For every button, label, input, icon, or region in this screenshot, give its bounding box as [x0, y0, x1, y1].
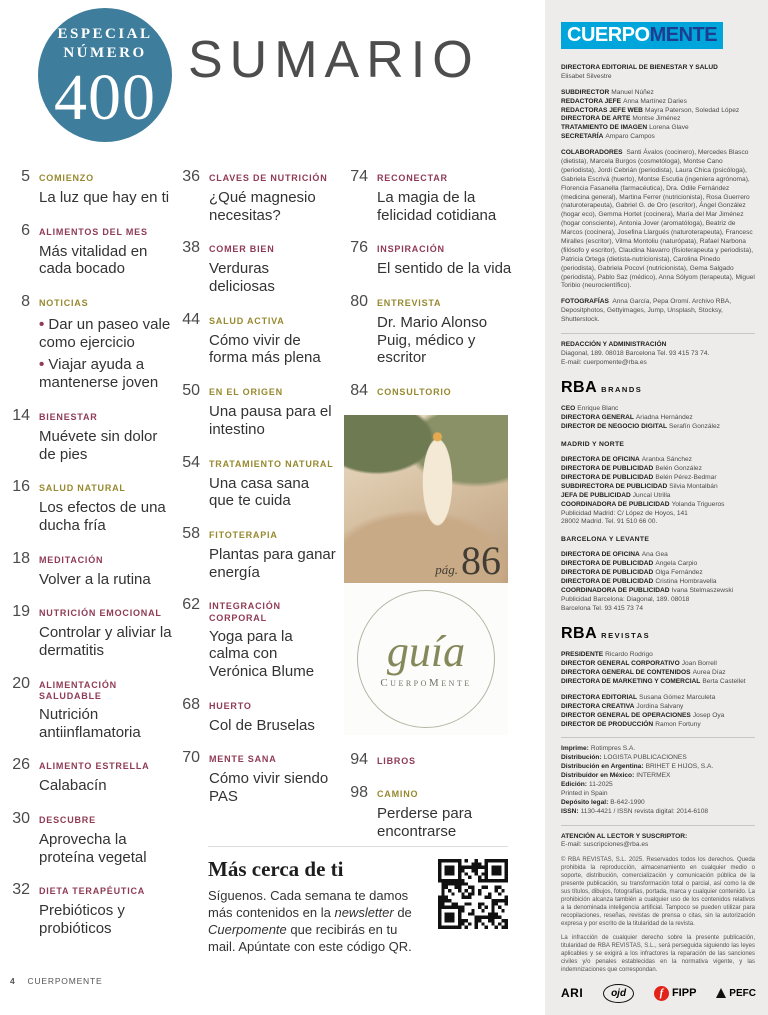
toc-page-number: 80 [350, 293, 368, 311]
guide-page-label: pág. [435, 562, 458, 578]
tree-icon [716, 988, 726, 998]
newsletter-text-part-1: Síguenos. Cada semana te damos más contenidos en la [208, 888, 409, 921]
page-number: 4 [10, 976, 16, 986]
madrid-address-2: 28002 Madrid. Tel. 91 510 66 00. [561, 518, 658, 526]
toc-title: Calabacín [39, 777, 107, 795]
toc-entry [6, 756, 172, 795]
footer-brand: CUERPOMENTE [27, 976, 103, 986]
toc-page-number: 14 [12, 406, 30, 424]
toc-page-number: 36 [182, 168, 200, 185]
toc-title: ¿Qué magnesio necesitas? [209, 189, 316, 224]
photography-text: Anna García, Pepa Oromí. Archivo RBA, Depositphotos, Gettyimages, Jump, Unsplash, Stocksy, Shutterstock. [561, 298, 732, 324]
redaccion-address: Diagonal, 189. 08018 Barcelona Tel. 93 415 73 74. [561, 349, 710, 357]
rba-wordmark: RBA [561, 378, 598, 396]
masthead-line: DIRECTOR DE NEGOCIO DIGITAL Serafín González [561, 423, 720, 431]
toc-category: NUTRICIÓN EMOCIONAL [39, 608, 162, 619]
toc-page-number: 8 [21, 293, 30, 311]
toc-title: Aprovecha la proteína vegetal [39, 831, 147, 866]
brands-staff [561, 405, 755, 432]
toc-entry [344, 751, 512, 769]
toc-category: MENTE SANA [209, 754, 277, 765]
masthead-line: Imprime: Rotimpres S.A. [561, 745, 636, 753]
toc-page-number: 30 [12, 810, 30, 828]
toc-entry [176, 168, 336, 224]
toc-title: Col de Bruselas [209, 716, 315, 734]
collaborators-block [561, 149, 755, 291]
toc-category: EN EL ORIGEN [209, 387, 283, 398]
toc-entry [344, 784, 512, 840]
masthead-line: DIRECTOR DE PRODUCCIÓN Ramon Fortuny [561, 720, 701, 728]
toc-title: El sentido de la vida [377, 260, 512, 278]
masthead-line: DIRECTORA GENERAL DE CONTENIDOS Aurea Díaz [561, 669, 726, 677]
divider [561, 333, 755, 334]
guia-script-text: guía [386, 626, 466, 676]
toc-page-number: 58 [182, 524, 200, 542]
toc-entry [176, 596, 336, 680]
newsletter-text [208, 887, 426, 956]
toc-title: Perderse para encontrarse [377, 805, 473, 840]
toc-column-3-bottom [344, 751, 512, 840]
masthead-line: COORDINADORA DE PUBLICIDAD Ivana Stelmaszewski [561, 587, 734, 595]
masthead-line: DIRECTORA EDITORIAL Susana Gómez Marculeta [561, 693, 716, 701]
masthead-line: Depósito legal: B-642-1990 [561, 798, 645, 806]
toc-entry [176, 239, 336, 295]
toc-entry [344, 293, 512, 367]
toc-category: NOTICIAS [39, 298, 89, 309]
toc-entry [176, 749, 336, 805]
toc-entry [176, 525, 336, 581]
newsletter-block [208, 846, 508, 956]
collaborators-text: Santi Ávalos (cocinero), Mercedes Blasco (dietista), Marcela Burgos (cosmetóloga), Montse Cano (periodista), Jordi Cebrián (periodista), Laura Chica (psicóloga), Gabriela Escrivá (huerto), Montse Escutia (ingeniera agrónoma), Florencia Fasanella (farmacéutica), Dra. Odile Fernández (medicina general), Martina Ferrer (nutricionista), Rosa Guerrero (naturoterapeuta), Gabriel G. de Oro (escritor), Ángel González (hogar eco), Gemma Hortet (cocinera), María del Mar Jiménez (hogar consciente), Antonia Jover (aromatóloga), Beatriz de Marcos (cocinera), Josefina Llargués (naturoterapeuta), Francesc Miralles (escritor), Vilma Montoliu (naturópata), Rafael Narbona (filósofo y escritor), Claudina Navarro (fisioterapeuta y periodista), Patricia Ortega (dietista-nutricionista), Carolina Pinedo (periodista), Gabriela Pocoví (nutricionista), Gema Salgado (periodista), Pablo Saz (médico), Anna Sólyom (terapeuta), Miguel Toribio (neurocientífico). [561, 149, 755, 290]
toc-page-number: 68 [182, 695, 200, 713]
toc-page-number: 16 [12, 478, 30, 496]
toc-page-number: 62 [182, 596, 200, 614]
barcelona-header: BARCELONA Y LEVANTE [561, 536, 650, 544]
legal-copyright: © RBA REVISTAS, S.L. 2025. Reservados todos los derechos. Queda prohibida la reproducción, almacenamiento en cualquier medio o soporte, distribución, comercialización y comunicación pública de la presente publicación, su transformación total o parcial, así como la de sus títulos, dibujos, fotografías, portada, marca y cualquier contenido. La prohibición alcanza también a cualquier uso de los contenidos relativos a la denominada inteligencia artificial. Tampoco se pueden utilizar para recopilaciones, reseñas, revistas de prensa o citas, sin la autorización expresa y por escrito de la titularidad de la revista. [561, 857, 755, 927]
toc-title: Prebióticos y probióticos [39, 902, 125, 938]
toc-page-number: 94 [350, 751, 368, 769]
collaborators-label: COLABORADORES [561, 149, 623, 157]
toc-page-number: 18 [12, 549, 30, 567]
toc-page-number: 98 [350, 784, 368, 802]
fipp-logo-icon [654, 986, 696, 1001]
bullet-icon: • [39, 356, 49, 374]
toc-title: Una pausa para el intestino [209, 403, 332, 438]
toc-column-2 [176, 168, 336, 821]
toc-category: ALIMENTACIÓN SALUDABLE [39, 679, 117, 702]
toc-entry [6, 478, 172, 534]
toc-category: FITOTERAPIA [209, 529, 278, 540]
ojd-logo-icon: ojd [603, 984, 634, 1004]
toc-page-number: 54 [182, 453, 200, 471]
toc-page-number: 44 [182, 310, 200, 328]
masthead-line: Distribución en Argentina: BRIHET E HIJOS, S.A. [561, 763, 714, 771]
toc-entry [6, 881, 172, 937]
redaccion-block [561, 341, 755, 368]
reader-service-block [561, 833, 755, 851]
toc-entry [176, 696, 336, 735]
reader-service-email: E-mail: suscripciones@rba.es [561, 841, 649, 849]
masthead-line: Printed in Spain [561, 789, 608, 797]
toc-title: Volver a la rutina [39, 570, 151, 588]
masthead-line: SUBDIRECTOR Manuel Núñez [561, 88, 654, 96]
madrid-staff [561, 456, 755, 509]
toc-page-number: 19 [12, 603, 30, 621]
masthead-line: COORDINADORA DE PUBLICIDAD Yolanda Trigueros [561, 500, 725, 508]
toc-page-number: 74 [350, 168, 368, 185]
toc-title: Controlar y aliviar la dermatitis [39, 624, 172, 659]
newsletter-italic-cuerpomente: Cuerpomente [208, 922, 287, 938]
toc-category: CONSULTORIO [377, 387, 452, 398]
toc-entry [6, 810, 172, 866]
association-logos [561, 984, 756, 1004]
print-distribution [561, 745, 755, 816]
masthead-line: DIRECTORA DE PUBLICIDAD Belén Pérez-Bedmar [561, 473, 717, 481]
toc-page-number: 26 [12, 756, 30, 774]
masthead-line: ISSN: 1130-4421 / ISSN revista digital: 2014-6108 [561, 807, 709, 815]
masthead-line: REDACTORAS JEFE WEB Mayra Paterson, Soledad López [561, 106, 740, 114]
toc-entry [344, 239, 512, 278]
masthead-line: DIRECTORA DE MARKETING Y COMERCIAL Berta Castellet [561, 677, 746, 685]
toc-category: INSPIRACIÓN [377, 244, 445, 255]
madrid-header: MADRID Y NORTE [561, 440, 625, 448]
toc-page-number: 50 [182, 382, 200, 400]
toc-title: Los efectos de una ducha fría [39, 499, 166, 534]
masthead-line: DIRECTORA GENERAL Ariadna Hernández [561, 414, 693, 422]
guide-logo-panel [344, 583, 508, 735]
toc-entry [344, 382, 512, 400]
toc-category: CLAVES DE NUTRICIÓN [209, 173, 328, 183]
guia-cuerpomente-label: CuerpoMente [380, 676, 472, 689]
toc-category: ALIMENTOS DEL MES [39, 226, 148, 237]
masthead-line: DIRECTOR GENERAL CORPORATIVO Joan Borrell [561, 660, 717, 668]
bullet-icon: • [39, 316, 49, 334]
ari-logo-icon: ARI [561, 986, 584, 1001]
pefc-logo-icon [716, 987, 756, 1001]
toc-title: Verduras deliciosas [209, 260, 275, 296]
toc-entry [6, 550, 172, 589]
toc-page-number: 20 [12, 674, 30, 692]
toc-category: COMIENZO [39, 173, 94, 183]
photography-label: FOTOGRAFÍAS [561, 298, 609, 306]
toc-category: ENTREVISTA [377, 298, 442, 309]
toc-page-number: 5 [21, 168, 30, 185]
badge-especial: ESPECIAL [57, 26, 153, 42]
masthead-line: PRESIDENTE Ricardo Rodrigo [561, 651, 653, 659]
toc-column-3-top [344, 168, 512, 400]
toc-title: La luz que hay en ti [39, 189, 170, 206]
revistas-staff-1 [561, 651, 755, 687]
newsletter-italic-newsletter: newsletter [334, 905, 394, 921]
masthead-line: CEO Enrique Blanc [561, 405, 619, 413]
toc-title: Dr. Mario Alonso Puig, médico y escritor [377, 314, 488, 367]
rba-brands-logo [561, 377, 755, 399]
qr-code [438, 859, 508, 929]
masthead-line: TRATAMIENTO DE IMAGEN Lorena Glave [561, 124, 689, 132]
toc-entry [176, 382, 336, 438]
newsletter-text-part-2: de [393, 905, 412, 921]
masthead-line: DIRECTORA CREATIVA Jordina Salvany [561, 702, 684, 710]
logo-mente: MENTE [649, 24, 718, 46]
toc-category: COMER BIEN [209, 244, 275, 255]
badge-numero: NÚMERO [63, 44, 147, 61]
masthead-line: DIRECTORA DE OFICINA Arantxa Sánchez [561, 456, 692, 464]
brands-label: BRANDS [601, 384, 643, 394]
toc-title: Una casa sana que te cuida [209, 474, 310, 510]
page-title: SUMARIO [188, 31, 480, 89]
toc-page-number: 38 [182, 239, 200, 257]
toc-category: SALUD ACTIVA [209, 315, 285, 326]
masthead-line: DIRECTORA DE OFICINA Ana Gea [561, 551, 668, 559]
toc-page-number: 70 [182, 749, 200, 767]
toc-column-1 [6, 168, 172, 953]
pefc-label: PEFC [729, 987, 756, 999]
legal-infringement: La infracción de cualquier derecho sobre la presente publicación, titularidad de RBA REVISTAS, S.L., será perseguida siguiendo las leyes aplicables y se exigirá a los infractores la reparación de las sanciones civiles y/o penales establecidas en la normativa vigente, y las indemnizaciones que correspondan. [561, 935, 755, 974]
toc-entry [6, 168, 172, 207]
toc-entry [6, 675, 172, 742]
guia-logo [357, 590, 495, 728]
toc-title: Muévete sin dolor de pies [39, 427, 158, 463]
toc-title: Más vitalidad en cada bocado [39, 242, 148, 278]
toc-entry [344, 168, 512, 224]
toc-title: Cómo vivir siendo PAS [209, 770, 329, 806]
toc-title: Plantas para ganar energía [209, 545, 336, 581]
masthead-sidebar [545, 0, 768, 1015]
barcelona-staff [561, 551, 755, 595]
toc-title: Cómo vivir de forma más plena [209, 331, 321, 367]
logo-cuerpo: CUERPO [567, 24, 650, 46]
masthead-line: Distribución: LOGISTA PUBLICACIONES [561, 754, 687, 762]
masthead-line: DIRECTOR GENERAL DE OPERACIONES Josep Oya [561, 711, 725, 719]
toc-entry [176, 311, 336, 367]
editor-block [561, 64, 755, 82]
guide-page-ref [435, 538, 501, 584]
toc-entry [6, 407, 172, 463]
badge-number: 400 [54, 60, 156, 134]
rba-wordmark-2: RBA [561, 624, 598, 642]
reader-service-label: ATENCIÓN AL LECTOR Y SUSCRIPTOR: [561, 832, 688, 840]
toc-category: MEDITACIÓN [39, 554, 104, 565]
toc-category: INTEGRACIÓN CORPORAL [209, 601, 281, 623]
newsletter-title: Más cerca de ti [208, 857, 344, 881]
revistas-label: REVISTAS [601, 630, 651, 640]
toc-entry [176, 454, 336, 510]
toc-entry [6, 222, 172, 278]
toc-page-number: 32 [12, 881, 30, 899]
toc-page-number: 6 [21, 221, 30, 239]
barcelona-address-2: Barcelona Tel. 93 415 73 74 [561, 604, 643, 612]
page-footer [10, 976, 102, 986]
masthead-line: SUBDIRECTORA DE PUBLICIDAD Silvia Montalbán [561, 482, 718, 490]
toc-page-number: 76 [350, 239, 368, 257]
masthead-line: DIRECTORA DE PUBLICIDAD Cristina Hombravella [561, 578, 717, 586]
madrid-address-1: Publicidad Madrid: C/ López de Hoyos, 141 [561, 509, 688, 517]
fipp-label: FIPP [671, 986, 697, 999]
issue-badge [38, 8, 172, 142]
masthead-line: SECRETARÍA Amparo Campos [561, 133, 655, 141]
masthead-line: DIRECTORA DE ARTE Montse Jiménez [561, 115, 681, 123]
masthead-line: Distribuidor en México: INTERMEX [561, 772, 671, 780]
toc-category: ALIMENTO ESTRELLA [39, 761, 150, 772]
cuerpomente-logo [561, 22, 723, 49]
toc-category: CAMINO [377, 789, 419, 800]
masthead-line: Edición: 11-2025 [561, 780, 613, 788]
newsletter-text-part-3: que recibirás en tu mail. Apúntate con este código QR. [208, 922, 412, 955]
editor-name: Elisabet Silvestre [561, 72, 612, 80]
toc-page-number: 84 [350, 382, 368, 400]
masthead-line: DIRECTORA DE PUBLICIDAD Belén González [561, 465, 702, 473]
guide-page-number: 86 [461, 538, 501, 584]
barcelona-address-1: Publicidad Barcelona: Diagonal, 189. 08018 [561, 595, 690, 603]
toc-title: Nutrición antiinflamatoria [39, 706, 141, 741]
toc-category: BIENESTAR [39, 411, 98, 422]
staff-list [561, 89, 755, 142]
masthead-line: JEFA DE PUBLICIDAD Juncal Utrilla [561, 491, 671, 499]
divider [561, 825, 755, 826]
toc-category: TRATAMIENTO NATURAL [209, 458, 334, 469]
toc-category: LIBROS [377, 756, 416, 767]
masthead-line: DIRECTORA DE PUBLICIDAD Angela Carpio [561, 560, 698, 568]
rba-revistas-logo [561, 623, 755, 645]
toc-bullet: • Dar un paseo vale como ejercicio [39, 316, 171, 351]
divider [561, 737, 755, 738]
toc-entry [6, 293, 172, 392]
redaccion-email: E-mail: cuerpomente@rba.es [561, 358, 647, 366]
toc-bullet: • Viajar ayuda a mantenerse joven [39, 356, 159, 392]
revistas-staff-2 [561, 694, 755, 730]
toc-entry [6, 603, 172, 659]
masthead-line: DIRECTORA DE PUBLICIDAD Olga Fernández [561, 569, 703, 577]
redaccion-label: REDACCIÓN Y ADMINISTRACIÓN [561, 341, 667, 349]
toc-category: SALUD NATURAL [39, 483, 126, 494]
photography-block [561, 298, 755, 325]
guide-photo-image [344, 415, 508, 583]
editor-label: DIRECTORA EDITORIAL DE BIENESTAR Y SALUD [561, 64, 718, 71]
guide-cover [344, 415, 508, 735]
toc-category: DIETA TERAPÉUTICA [39, 886, 146, 897]
toc-category: RECONECTAR [377, 173, 448, 183]
toc-category: DESCUBRE [39, 815, 96, 826]
toc-title: La magia de la felicidad cotidiana [377, 189, 497, 224]
toc-column-3 [344, 168, 512, 856]
toc-category: HUERTO [209, 700, 252, 711]
fipp-f-icon: f [654, 986, 669, 1001]
toc-title: Yoga para la calma con Verónica Blume [209, 627, 315, 680]
masthead-line: REDACTORA JEFE Anna Martínez Daries [561, 97, 687, 105]
